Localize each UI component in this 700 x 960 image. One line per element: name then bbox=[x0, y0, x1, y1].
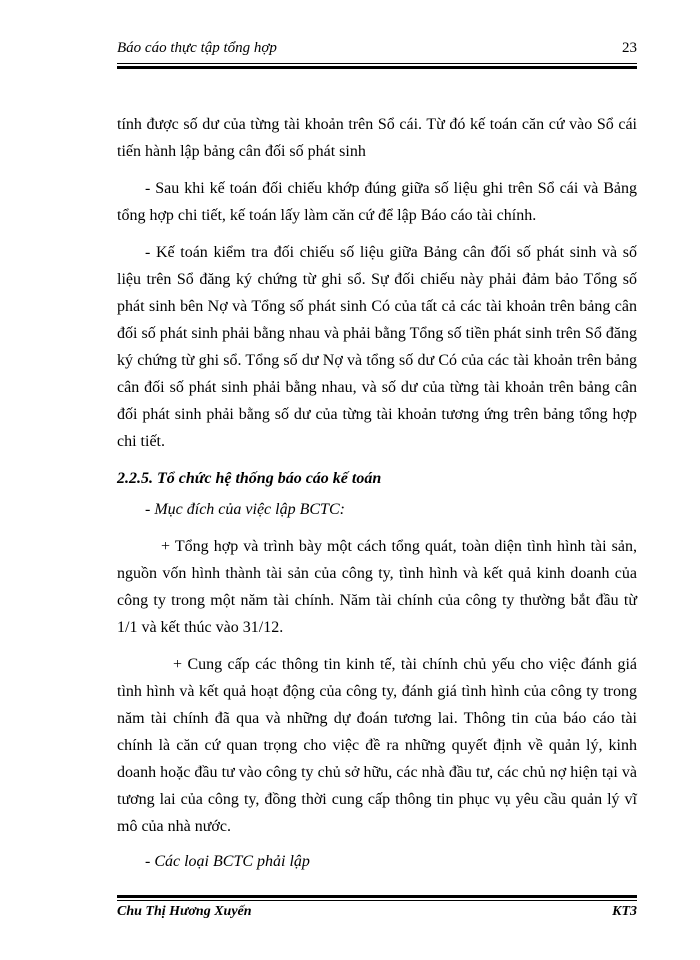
page-number: 23 bbox=[622, 40, 637, 56]
header-rule-thin bbox=[117, 63, 637, 64]
document-body bbox=[117, 111, 637, 875]
footer-rule-thin bbox=[117, 900, 637, 901]
section-heading: 2.2.5. Tổ chức hệ thống báo cáo kế toán bbox=[117, 470, 382, 487]
types-item: - Các loại BCTC phải lập bbox=[145, 853, 310, 870]
footer-rule-thick bbox=[117, 895, 637, 898]
page-header bbox=[117, 40, 637, 62]
paragraph-4: + Tổng hợp và trình bày một cách tổng quát, toàn diện tình hình tài sản, nguồn vốn hình thành tài sản của công ty, tình hình và kết quả kinh doanh của công ty trong một năm tài chính. Năm tài chính của công ty thường bắt đầu từ 1/1 và kết thúc vào 31/12. bbox=[117, 538, 637, 636]
paragraph-5: + Cung cấp các thông tin kinh tế, tài chính chủ yếu cho việc đánh giá tình hình và kết quả hoạt động của công ty, đánh giá tình hình của công ty trong năm tài chính đã qua và những dự đoán tương lai. Thông tin của báo cáo tài chính là căn cứ quan trọng cho việc đề ra những quyết định về quản lý, kinh doanh hoặc đầu tư vào công ty chủ sở hữu, các nhà đầu tư, các chủ nợ hiện tại và tương lai của công ty, đồng thời cung cấp thông tin phục vụ yêu cầu quản lý vĩ mô của nhà nước. bbox=[117, 656, 637, 835]
footer-class: KT3 bbox=[612, 904, 637, 919]
purpose-item: - Mục đích của việc lập BCTC: bbox=[145, 501, 345, 518]
paragraph-2: - Sau khi kế toán đối chiếu khớp đúng giữa số liệu ghi trên Sổ cái và Bảng tổng hợp chi tiết, kế toán lấy làm căn cứ để lập Báo cáo tài chính. bbox=[117, 180, 637, 224]
header-title: Báo cáo thực tập tổng hợp bbox=[117, 40, 277, 56]
paragraph-1: tính được số dư của từng tài khoản trên Sổ cái. Từ đó kế toán căn cứ vào Sổ cái tiến hành lập bảng cân đối số phát sinh bbox=[117, 116, 637, 160]
header-rule-thick bbox=[117, 66, 637, 69]
footer-author: Chu Thị Hương Xuyến bbox=[117, 904, 252, 919]
paragraph-3: - Kế toán kiểm tra đối chiếu số liệu giữa Bảng cân đối số phát sinh và số liệu trên Sổ đăng ký chứng từ ghi sổ. Sự đối chiếu này phải đảm bảo Tổng số phát sinh bên Nợ và Tổng số phát sinh Có của tất cả các tài khoản trên bảng cân đối số phát sinh phải bằng nhau và phải bằng Tổng số tiền phát sinh trên Sổ đăng ký chứng từ ghi sổ. Tổng số dư Nợ và tổng số dư Có của các tài khoản trên bảng cân đối số phát sinh phải bằng nhau, và số dư của từng tài khoản trên bảng cân đối phát sinh phải bằng số dư của từng tài khoản tương ứng trên bảng tổng hợp chi tiết. bbox=[117, 244, 637, 450]
page-footer bbox=[117, 904, 637, 926]
